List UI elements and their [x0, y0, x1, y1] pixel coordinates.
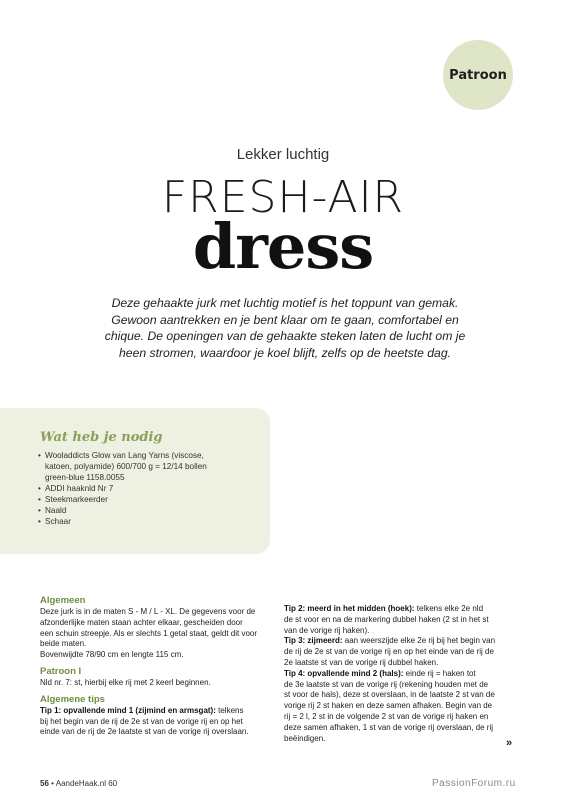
- left-column: [40, 594, 257, 738]
- body-line: deze samen afhaken, 1 st van de vorige rij overslaan, de rij: [284, 722, 494, 732]
- intro-line: Gewoon aantrekken en je bent klaar om te gaan, comfortabel en: [111, 312, 459, 327]
- page-footer: [40, 779, 117, 788]
- body-line: de rij de 2e st van de vorige rij en op het einde van de rij de: [284, 647, 494, 657]
- body-line: rij = 2 l, 2 st in de volgende 2 st van de vorige rij haken en: [284, 711, 489, 721]
- tip-label: Tip 3: zijmeerd:: [284, 636, 343, 646]
- section-heading-patroon: Patroon I: [40, 665, 82, 677]
- body-line: vorige rij 2 st haken en deze samen afhaken. Begin van de: [284, 701, 493, 711]
- tip-1: [40, 706, 257, 717]
- body-line: Deze jurk is in de maten S - M / L - XL. De gegevens voor de: [40, 607, 256, 616]
- body-text: telkens: [215, 705, 244, 715]
- tip-label: Tip 2: meerd in het midden (hoek):: [284, 604, 415, 613]
- patroon-badge: [443, 40, 513, 110]
- list-item-text: katoen, polyamide) 600/700 g = 12/14 bollen: [45, 462, 207, 471]
- intro-line: Deze gehaakte jurk met luchtig motief is het toppunt van gemak.: [111, 296, 459, 310]
- list-item-text: ADDI haaknld Nr 7: [45, 484, 114, 493]
- list-item-text: Schaar: [45, 517, 71, 526]
- continue-mark: »: [506, 737, 513, 749]
- body-line: Nld nr. 7: st, hierbij elke rij met 2 keerl beginnen.: [40, 677, 211, 687]
- body-line: een schuin streepje. Als er slechts 1 getal staat, geldt dit voor: [40, 628, 258, 638]
- list-item-text: Steekmarkeerder: [45, 495, 108, 504]
- title-line-2: dress: [192, 210, 374, 283]
- footer-source: AandeHaak.nl 60: [55, 779, 118, 788]
- materials-list: [38, 450, 207, 527]
- list-item: [38, 483, 207, 494]
- tip-label: Tip 1: opvallende mind 1 (zijmind en armsgat):: [40, 705, 216, 715]
- body-line: st voor de hals), deze st overslaan, in de laatste 2 st van de: [284, 690, 495, 700]
- section-heading-tips: Algemene tips: [40, 693, 105, 705]
- list-item: [38, 450, 207, 483]
- intro-line: heen stromen, waardoor je koel blijft, zelfs op de heetste dag.: [119, 345, 451, 360]
- intro-line: chique. De openingen van de gehaakte steken laten de lucht om je: [104, 329, 466, 343]
- tip-2: [284, 604, 495, 615]
- body-line: beide maten.: [40, 639, 87, 649]
- list-item: [38, 494, 207, 505]
- body-line: bij het begin van de rij de 2e st van de vorige rij en op het: [40, 716, 243, 726]
- tip-4: [284, 669, 495, 680]
- intro-paragraph: [96, 295, 474, 361]
- body-line: afzonderlijke maten staan achter elkaar, gescheiden door: [40, 617, 243, 627]
- list-item-text: green-blue 1158.0055: [45, 473, 125, 482]
- body-line: van de vorige rij haken).: [284, 625, 370, 635]
- body-text: telkens elke 2e nld: [414, 604, 484, 613]
- body-line: Bovenwijdte 78/90 cm en lengte 115 cm.: [40, 650, 184, 660]
- body-line: einde van de rij de 2e laatste st van de vorige rij overslaan.: [40, 727, 249, 737]
- watermark: PassionForum.ru: [432, 778, 516, 789]
- list-item-text: Wooladdicts Glow van Lang Yarns (viscose,: [45, 451, 204, 460]
- tip-3: [284, 636, 495, 647]
- body-line: de 3e laatste st van de vorige rij (rekening houden met de: [284, 679, 489, 689]
- body-text: einde rij = haken tot: [403, 668, 476, 678]
- section-heading-algemeen: Algemeen: [40, 595, 86, 606]
- body-line: beëindigen.: [284, 733, 326, 743]
- right-column: [284, 604, 495, 744]
- materials-panel: [0, 408, 270, 554]
- title-line-1: FRESH-AIR: [161, 172, 405, 223]
- kicker: Lekker luchtig: [236, 146, 330, 163]
- footer-separator: •: [51, 779, 54, 788]
- list-item: [38, 505, 207, 516]
- list-item: [38, 516, 207, 527]
- body-line: 2e laatste st van de vorige rij dubbel haken.: [284, 657, 439, 667]
- materials-heading: Wat heb je nodig: [40, 430, 163, 445]
- body-text: aan weerszijde elke 2e rij bij het begin van: [342, 636, 496, 646]
- page-number: 56: [40, 779, 49, 788]
- body-line: de st voor en na de markering dubbel haken (2 st in het st: [284, 614, 489, 624]
- list-item-text: Naald: [45, 506, 67, 515]
- tip-label: Tip 4: opvallende mind 2 (hals):: [284, 668, 404, 678]
- badge-label: Patroon: [449, 67, 507, 83]
